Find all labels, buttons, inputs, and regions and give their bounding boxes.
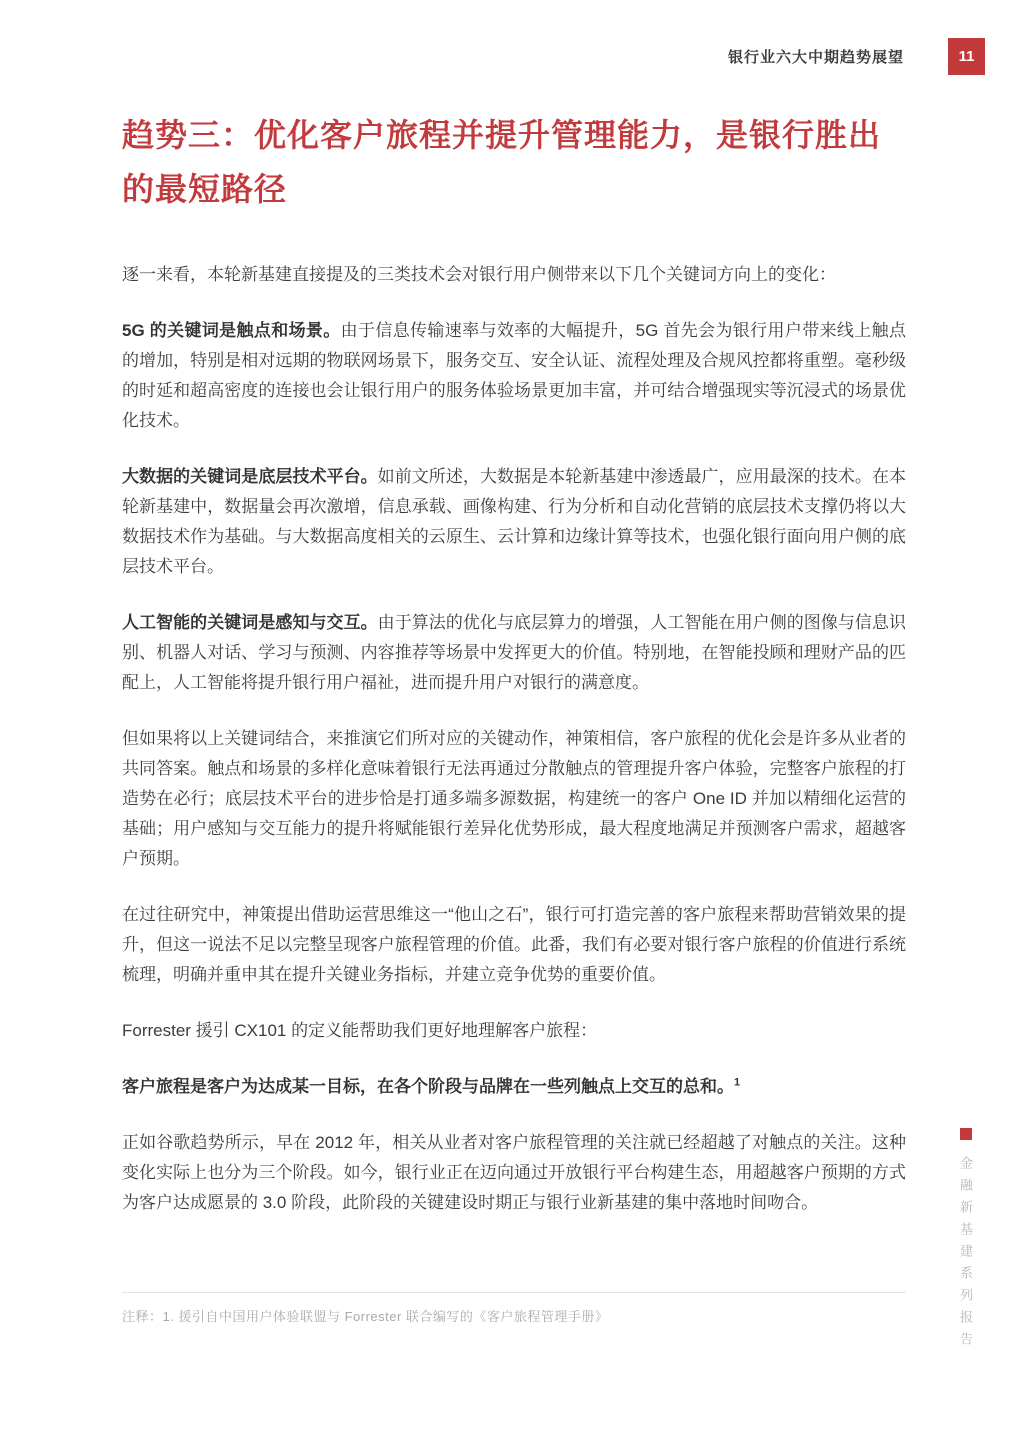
paragraph-body: 在过往研究中，神策提出借助运营思维这一“他山之石”，银行可打造完善的客户旅程来帮助营销效果的提升，但这一说法不足以完整呈现客户旅程管理的价值。此番，我们有必要对银行客户旅程的价值进行系统梳理，明确并重申其在提升关键业务指标，并建立竞争优势的重要价值。 <box>122 905 906 984</box>
series-side-rail <box>956 1128 975 1354</box>
paragraph <box>122 608 906 698</box>
paragraph <box>122 260 906 290</box>
paragraph-body: 由于信息传输速率与效率的大幅提升，5G 首先会为银行用户带来线上触点的增加，特别是相对远期的物联网场景下，服务交互、安全认证、流程处理及合规风控都将重塑。毫秒级的时延和超高密度的连接也会让银行用户的服务体验场景更加丰富，并可结合增强现实等沉浸式的场景优化技术。 <box>122 321 906 430</box>
paragraph <box>122 900 906 990</box>
paragraph-body: 但如果将以上关键词结合，来推演它们所对应的关键动作，神策相信，客户旅程的优化会是许多从业者的共同答案。触点和场景的多样化意味着银行无法再通过分散触点的管理提升客户体验，完整客户旅程的打造势在必行；底层技术平台的进步恰是打通多端多源数据，构建统一的客户 One ID 并加以精细化运营的基础；用户感知与交互能力的提升将赋能银行差异化优势形成，最大程度地满足并预测客户需求，超越客户预期。 <box>122 729 906 868</box>
section-title: 趋势三：优化客户旅程并提升管理能力，是银行胜出的最短路径 <box>122 117 882 207</box>
paragraph <box>122 1128 906 1218</box>
paragraph-body: 正如谷歌趋势所示，早在 2012 年，相关从业者对客户旅程管理的关注就已经超越了对触点的关注。这种变化实际上也分为三个阶段。如今，银行业正在迈向通过开放银行平台构建生态，用超越客户预期的方式为客户达成愿景的 3.0 阶段，此阶段的关键建设时期正与银行业新基建的集中落地时间吻合。 <box>122 1133 906 1212</box>
page-number-badge: 11 <box>948 38 985 75</box>
paragraph <box>122 1016 906 1046</box>
paragraph <box>122 316 906 436</box>
definition-quote <box>122 1072 906 1102</box>
paragraph-body: 逐一来看，本轮新基建直接提及的三类技术会对银行用户侧带来以下几个关键词方向上的变化： <box>122 265 836 284</box>
paragraph-body: Forrester 援引 CX101 的定义能帮助我们更好地理解客户旅程： <box>122 1021 598 1040</box>
footnote-reference: 1 <box>734 1076 741 1089</box>
paragraph-lead: 客户旅程是客户为达成某一目标，在各个阶段与品牌在一些列触点上交互的总和。 <box>122 1077 734 1096</box>
paragraph-body: 如前文所述，大数据是本轮新基建中渗透最广，应用最深的技术。在本轮新基建中，数据量会再次激增，信息承载、画像构建、行为分析和自动化营销的底层技术支撑仍将以大数据技术作为基础。与大数据高度相关的云原生、云计算和边缘计算等技术，也强化银行面向用户侧的底层技术平台。 <box>122 467 907 576</box>
paragraph-lead: 5G 的关键词是触点和场景。 <box>122 321 341 340</box>
paragraph <box>122 462 906 582</box>
footnote: 注释：1. 援引自中国用户体验联盟与 Forrester 联合编写的《客户旅程管理手册》 <box>122 1292 906 1325</box>
paragraph-lead: 大数据的关键词是底层技术平台。 <box>122 467 378 486</box>
paragraph <box>122 724 906 874</box>
series-marker-icon <box>960 1128 972 1140</box>
running-head: 银行业六大中期趋势展望 <box>727 49 904 66</box>
page-header <box>0 38 985 75</box>
paragraph-lead: 人工智能的关键词是感知与交互。 <box>122 613 378 632</box>
series-label: 金融新基建系列报告 <box>958 1156 973 1354</box>
paragraph-body: 由于算法的优化与底层算力的增强，人工智能在用户侧的图像与信息识别、机器人对话、学习与预测、内容推荐等场景中发挥更大的价值。特别地，在智能投顾和理财产品的匹配上，人工智能将提升银行用户福祉，进而提升用户对银行的满意度。 <box>122 613 907 692</box>
document-content <box>122 108 906 1244</box>
